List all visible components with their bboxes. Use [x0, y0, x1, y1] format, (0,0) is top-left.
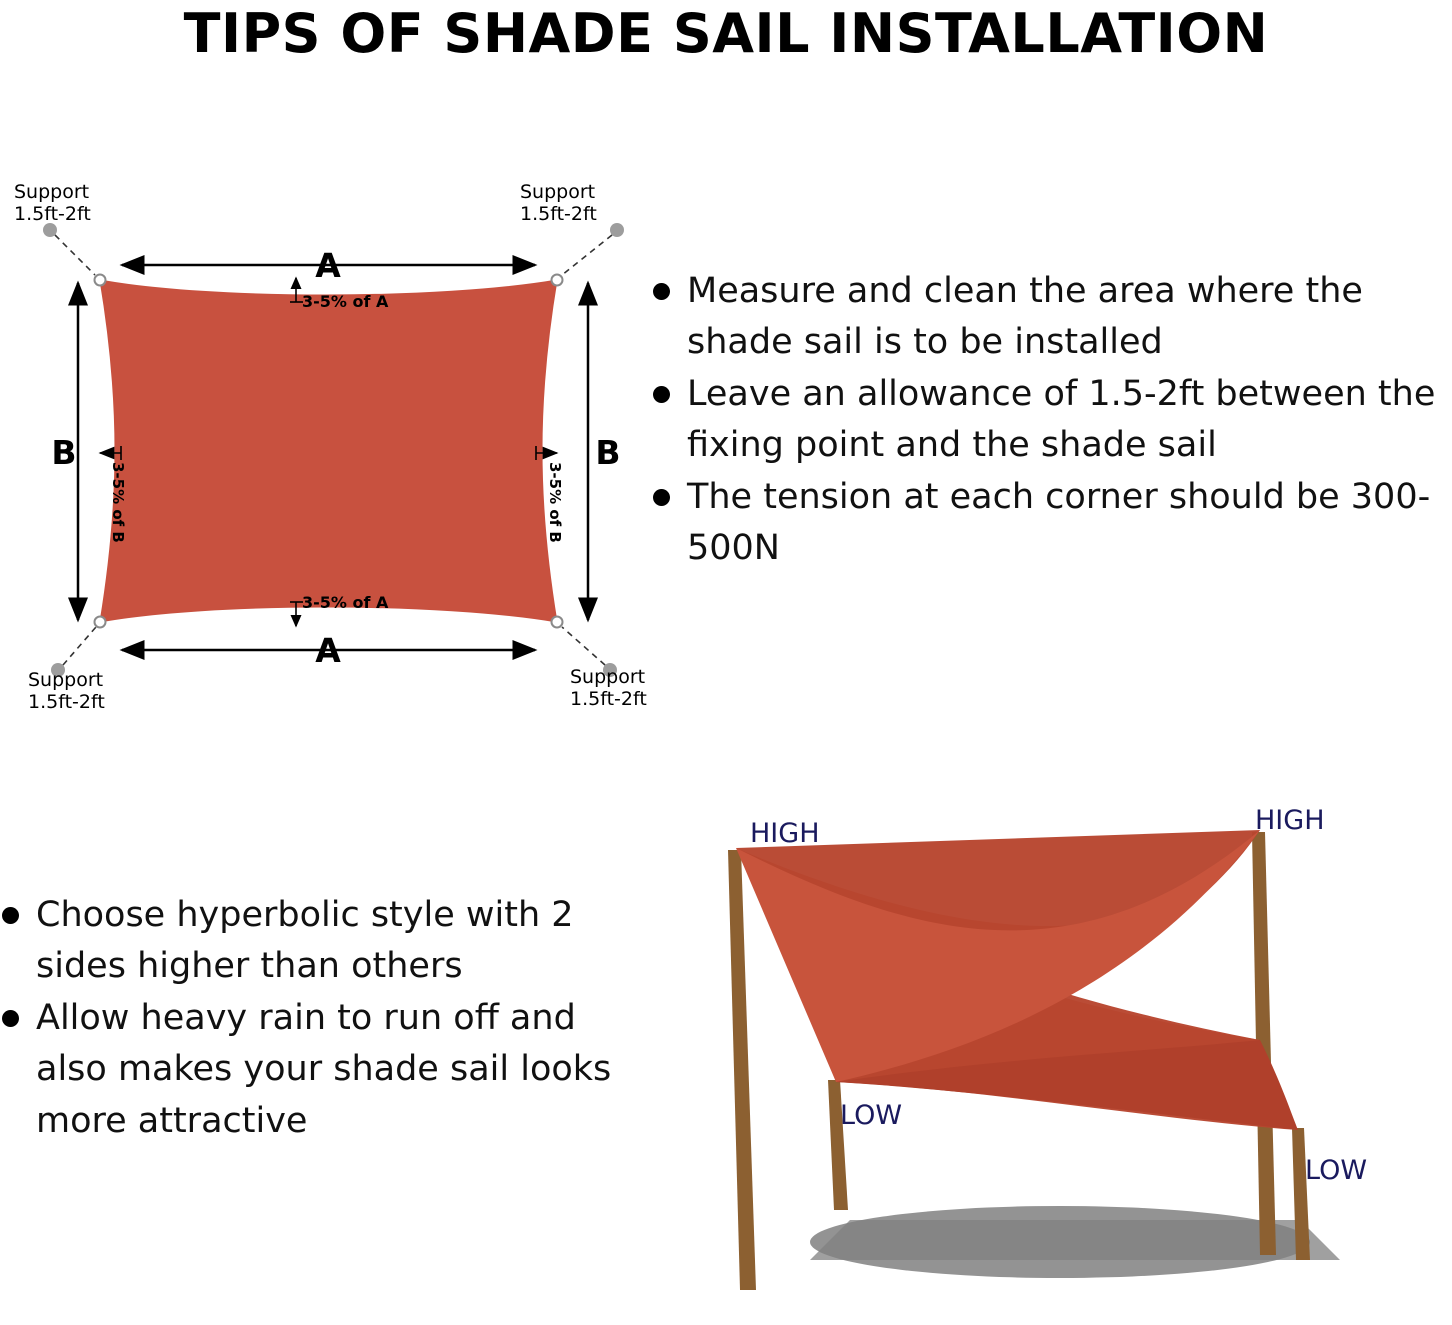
- bullet-dot-icon: [653, 283, 670, 300]
- corner-ring-tr: [552, 275, 563, 286]
- post-high-left: [728, 850, 756, 1290]
- support-label-value: 1.5ft-2ft: [570, 687, 647, 710]
- support-line-tl: [55, 235, 95, 275]
- rectangular-sail-diagram: [0, 150, 660, 750]
- curve-label-left: 3-5% of B: [109, 462, 127, 543]
- bullet-dot-icon: [2, 1010, 19, 1027]
- curve-label-bottom: 3-5% of A: [302, 593, 389, 612]
- curve-label-top: 3-5% of A: [302, 292, 389, 311]
- hyperbolic-sail-diagram: [640, 790, 1452, 1325]
- support-label-bottom-right: [570, 667, 647, 711]
- curve-label-right: 3-5% of B: [546, 462, 564, 543]
- support-dot-tr: [610, 223, 624, 237]
- dimension-label-left-b: B: [51, 433, 77, 472]
- support-label-value: 1.5ft-2ft: [28, 690, 105, 713]
- list-item: [2, 993, 632, 1147]
- rectangular-sail-svg: [0, 150, 660, 750]
- dimension-label-top-a: A: [315, 246, 341, 285]
- support-label-top-left: [14, 182, 91, 226]
- list-item: [653, 369, 1452, 472]
- support-label-top-right: [520, 182, 597, 226]
- tips-list-right: [653, 266, 1452, 575]
- list-item-label: Allow heavy rain to run off and also makes your shade sail looks more attractive: [36, 997, 612, 1141]
- dimension-label-bottom-a: A: [315, 631, 341, 670]
- page-title: TIPS OF SHADE SAIL INSTALLATION: [183, 2, 1269, 65]
- list-item: [2, 890, 632, 993]
- label-low-right: LOW: [1305, 1155, 1368, 1186]
- list-item-label: The tension at each corner should be 300-500N: [687, 476, 1431, 569]
- support-label-text: Support: [570, 666, 646, 688]
- corner-ring-tl: [95, 275, 106, 286]
- list-item-label: Measure and clean the area where the shade sail is to be installed: [687, 271, 1363, 363]
- bullet-dot-icon: [653, 489, 670, 506]
- corner-ring-bl: [95, 617, 106, 628]
- hyperbolic-sail-svg: [640, 790, 1452, 1325]
- support-label-value: 1.5ft-2ft: [520, 202, 597, 225]
- support-line-tr: [562, 235, 612, 275]
- support-line-br: [562, 627, 605, 665]
- tips-list-lower: [2, 890, 632, 1147]
- label-low-left: LOW: [840, 1100, 903, 1131]
- support-label-text: Support: [520, 181, 596, 203]
- list-item: [653, 472, 1452, 575]
- support-label-value: 1.5ft-2ft: [14, 202, 91, 225]
- label-high-left: HIGH: [750, 818, 820, 849]
- bullet-dot-icon: [653, 386, 670, 403]
- list-item-label: Leave an allowance of 1.5-2ft between the fixing point and the shade sail: [687, 373, 1436, 466]
- support-label-text: Support: [14, 181, 90, 203]
- dimension-label-right-b: B: [595, 433, 621, 472]
- sail-shape: [100, 280, 557, 622]
- support-label-text: Support: [28, 669, 104, 691]
- bullet-dot-icon: [2, 907, 19, 924]
- label-high-right: HIGH: [1255, 805, 1325, 836]
- support-label-bottom-left: [28, 670, 105, 714]
- list-item: [653, 266, 1452, 369]
- list-item-label: Choose hyperbolic style with 2 sides higher than others: [36, 895, 574, 987]
- support-line-bl: [63, 627, 96, 665]
- corner-ring-br: [552, 617, 563, 628]
